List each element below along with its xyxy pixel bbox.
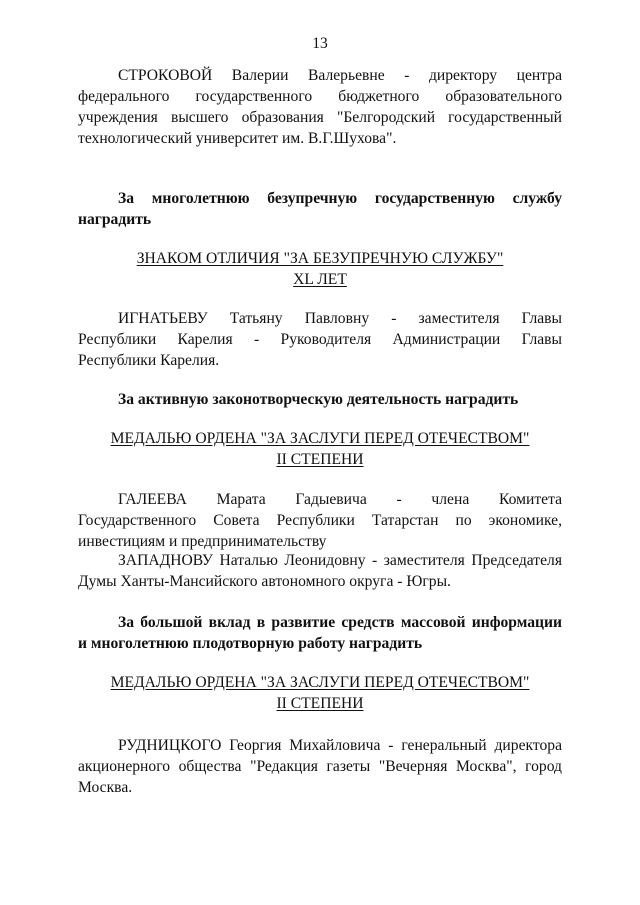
text-line: технологический университет им. В.Г.Шухова".	[78, 130, 397, 147]
page-number: 13	[312, 35, 328, 52]
award-line: МЕДАЛЬЮ ОРДЕНА "ЗА ЗАСЛУГИ ПЕРЕД ОТЕЧЕСТВОМ"	[110, 674, 530, 691]
award-recipient-rudnitsky	[78, 735, 562, 798]
section-heading-lawmaking	[78, 389, 562, 410]
text-line: инвестициям и предпринимательству	[78, 533, 327, 550]
text-line: ЗАПАДНОВУ Наталью Леонидовну - заместителя Председателя	[118, 552, 562, 569]
text-line: СТРОКОВОЙ Валерии Валерьевне - директору центра	[118, 67, 562, 84]
section-heading-mass-media	[78, 612, 562, 654]
award-line: ЗНАКОМ ОТЛИЧИЯ "ЗА БЕЗУПРЕЧНУЮ СЛУЖБУ"	[136, 250, 504, 267]
text-line: За большой вклад в развитие средств массовой информации	[118, 614, 562, 631]
text-line: ИГНАТЬЕВУ Татьяну Павловну - заместителя Главы	[118, 310, 562, 327]
award-line: II СТЕПЕНИ	[276, 695, 364, 712]
section-heading-civil-service	[78, 188, 562, 230]
text-line: акционерного общества "Редакция газеты "Вечерняя Москва", город	[78, 758, 562, 775]
text-line: Республики Карелия - Руководителя Администрации Главы	[78, 331, 562, 348]
award-title-badge	[78, 248, 562, 290]
award-recipient-ignatieva	[78, 308, 562, 371]
award-line: XL ЛЕТ	[293, 271, 347, 288]
text-line: ГАЛЕЕВА Марата Гадыевича - члена Комитета	[118, 491, 562, 508]
text-line: Республики Карелия.	[78, 352, 220, 369]
text-line: наградить	[78, 211, 152, 228]
text-line: За активную законотворческую деятельность наградить	[118, 391, 519, 408]
award-line: МЕДАЛЬЮ ОРДЕНА "ЗА ЗАСЛУГИ ПЕРЕД ОТЕЧЕСТВОМ"	[110, 430, 530, 447]
text-line: учреждения высшего образования "Белгородский государственный	[78, 109, 562, 126]
award-line: II СТЕПЕНИ	[276, 451, 364, 468]
award-title-medal-2	[78, 672, 562, 714]
text-line: и многолетнюю плодотворную работу наградить	[78, 635, 423, 652]
award-recipient-galeev	[78, 489, 562, 552]
text-line: РУДНИЦКОГО Георгия Михайловича - генеральный директора	[118, 737, 562, 754]
award-title-medal-1	[78, 428, 562, 470]
text-line: Думы Ханты-Мансийского автономного округа - Югры.	[78, 573, 451, 590]
award-recipient-strokova	[78, 65, 562, 149]
text-line: За многолетнюю безупречную государственную службу	[118, 190, 562, 207]
text-line: федерального государственного бюджетного образовательного	[78, 88, 562, 105]
award-recipient-zapadnova	[78, 550, 562, 592]
text-line: Государственного Совета Республики Татарстан по экономике,	[78, 512, 562, 529]
text-line: Москва.	[78, 779, 133, 796]
